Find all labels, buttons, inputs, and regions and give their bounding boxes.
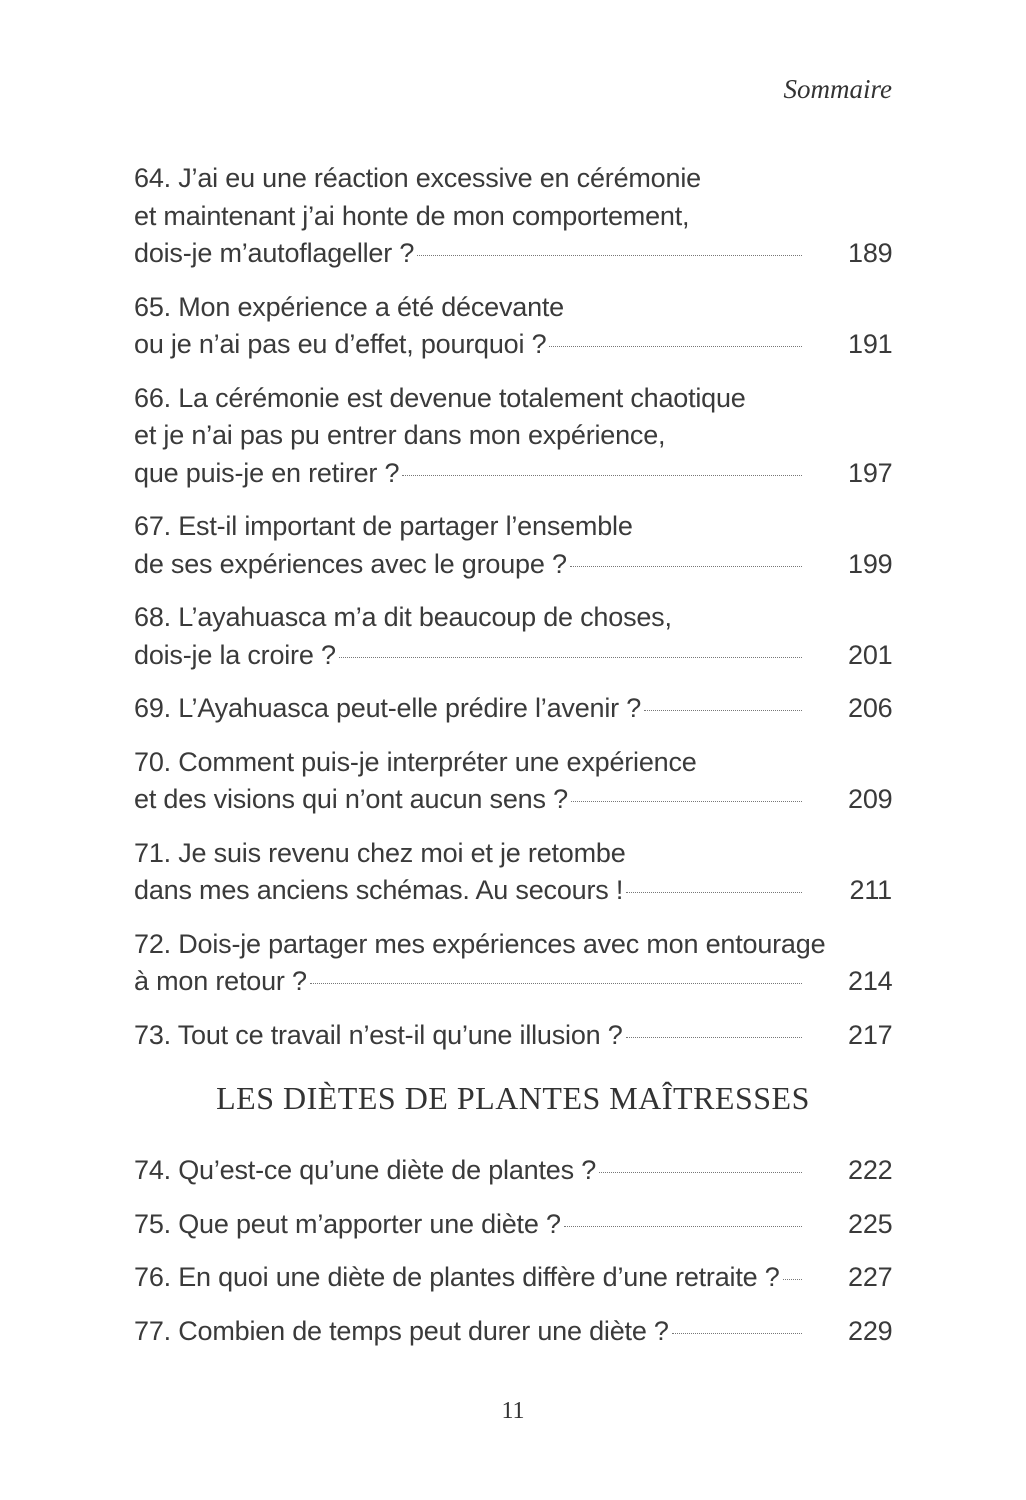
toc-list-section: [134, 1152, 892, 1366]
toc-entry-line: [134, 926, 892, 964]
section-title: LES DIÈTES DE PLANTES MAÎTRESSES: [216, 1080, 810, 1116]
toc-entry-line: [134, 289, 892, 327]
toc-entry-text: 66. La cérémonie est devenue totalement chaotique: [134, 382, 746, 413]
toc-entry-line: [134, 781, 892, 819]
dot-leader: [570, 566, 802, 567]
toc-entry-line: [134, 599, 892, 637]
toc-entry-text: 65. Mon expérience a été décevante: [134, 291, 564, 322]
toc-entry-text: 68. L’ayahuasca m’a dit beaucoup de choses,: [134, 602, 672, 632]
toc-page-number: 209: [848, 784, 893, 814]
toc-entry-line: [134, 198, 892, 236]
dot-leader: [564, 1226, 802, 1227]
toc-page-number: 211: [849, 875, 892, 905]
toc-entry-line: [134, 1313, 892, 1351]
running-header: Sommaire: [783, 74, 892, 104]
dot-leader: [549, 346, 802, 347]
dot-leader: [417, 255, 802, 256]
toc-page-number: 222: [848, 1155, 893, 1185]
toc-entry-line: [134, 235, 892, 273]
toc-entry-text: 74. Qu’est-ce qu’une diète de plantes ?: [134, 1155, 597, 1185]
toc-entry-text: que puis-je en retirer ?: [134, 457, 400, 488]
toc-page-number: 214: [848, 966, 893, 996]
toc-entry-text: à mon retour ?: [134, 966, 307, 996]
toc-entry-text: et des visions qui n’ont aucun sens ?: [134, 784, 568, 814]
toc-page-number: 201: [848, 639, 893, 670]
toc-entry[interactable]: [134, 160, 892, 273]
dot-leader: [626, 1037, 802, 1038]
toc-entry-text: 67. Est-il important de partager l’ensemble: [134, 511, 633, 541]
toc-entry-line: [134, 160, 892, 198]
toc-entry-line: [134, 455, 892, 493]
toc-entry[interactable]: [134, 1152, 892, 1190]
toc-entry-text: 75. Que peut m’apporter une diète ?: [134, 1208, 561, 1239]
toc-entry-text: de ses expériences avec le groupe ?: [134, 548, 567, 579]
toc-entry-text: dans mes anciens schémas. Au secours !: [134, 875, 624, 905]
toc-page-number: 191: [848, 329, 893, 359]
toc-entry[interactable]: [134, 835, 892, 910]
dot-leader: [626, 892, 802, 893]
toc-page-number: 197: [848, 457, 893, 488]
dot-leader: [339, 657, 802, 658]
toc-list: [134, 160, 892, 1070]
toc-entry-text: 69. L’Ayahuasca peut-elle prédire l’avenir ?: [134, 693, 642, 723]
dot-leader: [644, 710, 802, 711]
dot-leader: [571, 801, 802, 802]
toc-entry-line: [134, 326, 892, 364]
toc-entry-text: 64. J’ai eu une réaction excessive en cérémonie: [134, 163, 701, 193]
toc-entry-line: [134, 417, 892, 455]
toc-entry[interactable]: [134, 599, 892, 674]
toc-entry-text: 71. Je suis revenu chez moi et je retombe: [134, 837, 626, 868]
toc-entry-text: et je n’ai pas pu entrer dans mon expérience,: [134, 420, 666, 450]
toc-entry[interactable]: [134, 289, 892, 364]
toc-entry[interactable]: [134, 744, 892, 819]
dot-leader: [783, 1279, 802, 1280]
toc-entry[interactable]: [134, 926, 892, 1001]
toc-entry[interactable]: [134, 508, 892, 583]
toc-page-number: 227: [848, 1262, 893, 1292]
toc-entry-text: ou je n’ai pas eu d’effet, pourquoi ?: [134, 329, 547, 359]
toc-entry-line: [134, 1152, 892, 1190]
toc-page-number: 189: [848, 238, 893, 268]
dot-leader: [310, 983, 802, 984]
toc-entry-text: dois-je m’autoflageller ?: [134, 238, 415, 268]
toc-entry-text: dois-je la croire ?: [134, 639, 336, 670]
toc-entry-text: 73. Tout ce travail n’est-il qu’une illusion ?: [134, 1019, 623, 1050]
toc-entry[interactable]: [134, 1206, 892, 1244]
toc-entry[interactable]: [134, 690, 892, 728]
toc-page-number: 199: [848, 548, 893, 579]
toc-entry-line: [134, 690, 892, 728]
toc-entry-line: [134, 835, 892, 873]
toc-entry-line: [134, 508, 892, 546]
toc-entry[interactable]: [134, 380, 892, 493]
dot-leader: [599, 1172, 802, 1173]
toc-entry-line: [134, 380, 892, 418]
dot-leader: [672, 1333, 802, 1334]
toc-entry-text: 72. Dois-je partager mes expériences avec mon entourage: [134, 928, 826, 959]
toc-entry-line: [134, 1259, 892, 1297]
toc-entry[interactable]: [134, 1017, 892, 1055]
page-number: 11: [501, 1398, 525, 1424]
dot-leader: [402, 475, 802, 476]
toc-entry-line: [134, 1017, 892, 1055]
toc-page-number: 217: [848, 1019, 893, 1050]
toc-entry-text: et maintenant j’ai honte de mon comportement,: [134, 200, 690, 231]
toc-entry-line: [134, 963, 892, 1001]
toc-page-number: 229: [848, 1315, 893, 1346]
toc-entry-text: 76. En quoi une diète de plantes diffère d’une retraite ?: [134, 1262, 780, 1292]
toc-entry-line: [134, 546, 892, 584]
toc-page-number: 225: [848, 1208, 893, 1239]
toc-entry-line: [134, 1206, 892, 1244]
toc-entry-text: 70. Comment puis-je interpréter une expérience: [134, 746, 697, 777]
toc-entry[interactable]: [134, 1313, 892, 1351]
toc-entry-text: 77. Combien de temps peut durer une diète ?: [134, 1315, 669, 1346]
toc-entry-line: [134, 744, 892, 782]
toc-page-number: 206: [848, 693, 893, 723]
toc-entry-line: [134, 872, 892, 910]
toc-entry[interactable]: [134, 1259, 892, 1297]
toc-entry-line: [134, 637, 892, 675]
